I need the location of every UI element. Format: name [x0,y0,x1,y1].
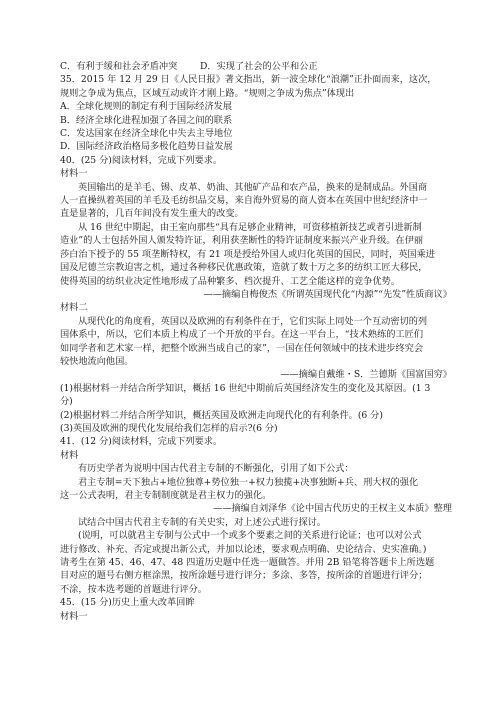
q34-option-c: C．有利于缓和社会矛盾冲突 [60,61,178,72]
q45-heading: 45．(15 分)历史上重大改革回眸 [60,597,195,609]
q40-requirement-3: (3)英国及欧洲的现代化发展给我们怎样的启示?(6 分) [60,422,278,434]
q40-m1-source: ——摘编自梅俊杰《所谓英国现代化“内源”“先发”性质商议》 [203,288,452,300]
q40-m1-paragraph-2-line: 使得英国的纺织业决定性地形成了品种繁多、档次提升、工艺全能这样的竞争优势。 [60,275,400,287]
elective-instruction-line: 不涂，按本选考题的首题进行评分。 [60,583,207,595]
q40-m1-paragraph-2-line: 从 16 世纪中期起，由王室向那些“具有足够企业精神，可资移植新技艺或者引进新制 [78,221,422,233]
q35-option-c: C．发达国家在经济全球化中失去主导地位 [60,128,233,140]
q40-m1-paragraph-2-line: 国及尼德兰宗教迫害之机，通过各种移民优惠政策，造就了数十万之多的纺织工匠大移民， [60,262,428,274]
q41-formula: 君主专制=天下独占+地位独尊+势位独一+权力独揽+决事独断+兵、刑大权的强化 [78,476,419,488]
q35-stem-line-1: 35．2015 年 12 月 29 日《人民日报》著文指出，新一波全球化“浪潮”正扑面而来，这次， [60,74,437,86]
q35-stem-line-2: 规则之争成为焦点，区域互动或许才刚上路。“规则之争成为焦点”体现出 [60,87,355,99]
elective-instruction-line: 目对应的题号右侧方框涂黑，按所涂题号进行评分；多涂、多答，按所涂的首题进行评分； [60,570,428,582]
q41-note-line: (说明，可以就君主专制与公式中一个或多个要素之间的关系进行论证；也可以对公式 [78,530,422,542]
q40-m1-paragraph-1-line: 直是显著的，几百年间没有发生重大的改变。 [60,208,244,220]
q41-material-label: 材料 [60,449,79,461]
q35-option-d: D．国际经济政治格局多极化趋势日益发展 [60,141,233,153]
q34-options-row [60,60,456,73]
q40-m2-paragraph-line: 从现代化的角度看，英国以及欧洲的有利条件在于，它们实际上同处一个互动密切的列 [78,315,428,327]
q41-paragraph-line: 这一公式表明，君主专制制度就是君主权力的强化。 [60,490,272,501]
q40-requirement-2: (2)根据材料二并结合所学知识，概括英国及欧洲走向现代化的有利条件。(6 分) [60,409,383,421]
q41-note-line: 进行修改、补充、否定或提出新公式，并加以论述，要求观点明确、史论结合、史实准确。) [60,543,427,555]
q41-task: 试结合中国古代君主专制的有关史实，对上述公式进行探讨。 [78,516,327,528]
q40-m2-paragraph-line: 较快地流向他国。 [60,355,134,367]
q40-m1-paragraph-1-line: 英国输出的是羊毛、锡、皮革、奶油、其他矿产品和农产品，换来的是制成品。外国商 [78,181,428,193]
q41-source: ——摘编自刘泽华《论中国古代历史的王权主义本质》整理 [213,503,452,515]
q40-m1-paragraph-2-line: 造业”的人士包括外国人颁发特许证，利用获垄断性的特许证制度来振兴产业升级。在伊丽 [60,235,424,247]
elective-instruction-line: 请考生在第 45、46、47、48 四道历史题中任选一题做答。并用 2B 铅笔将答题卡上所选题 [60,557,435,569]
q40-m1-paragraph-1-line: 人一直操纵着英国的羊毛及毛纺织品交易，来自海外贸易的商人资本在英国中世纪经济中一 [60,195,428,207]
q40-m2-source: ——摘编自戴维・S．兰德斯《国富国穷》 [280,369,452,381]
q40-m1-paragraph-2-line: 莎白治下授予的 55 项垄断特权，有 21 项是授给外国人或归化英国的国民，同时，英国乘进 [60,248,435,260]
q45-material-1-label: 材料一 [60,610,88,622]
q40-m2-paragraph-line: 国体系中，所以，它们本质上构成了一个开放的平台。在这一平台上，“技术熟练的工匠们 [60,329,424,341]
q35-option-b: B．经济全球化进程加强了各国之间的联系 [60,114,233,126]
q40-material-2-label: 材料二 [60,302,88,314]
q41-heading: 41．(12 分)阅读材料，完成下列要求。 [60,436,223,448]
q40-requirement-1-cont: 分) [60,396,73,408]
q40-m2-paragraph-line: 如同学者和艺术家一样，把整个欧洲当成自己的家”，一国在任何领域中的技术进步终究会 [60,342,424,354]
q40-material-1-label: 材料一 [60,168,88,180]
q40-requirement-1: (1)根据材料一并结合所学知识，概括 16 世纪中期前后英国经济发生的变化及其原因。(1 3 [60,382,431,394]
q35-option-a: A．全球化规则的制定有利于国际经济发展 [60,101,233,113]
q40-heading: 40．(25 分)阅读材料，完成下列要求。 [60,154,223,166]
q34-option-d: D．实现了社会的公平和公正 [200,61,318,72]
q41-paragraph-line: 有历史学者为说明中国古代君主专制的不断强化，引用了如下公式： [78,463,354,475]
